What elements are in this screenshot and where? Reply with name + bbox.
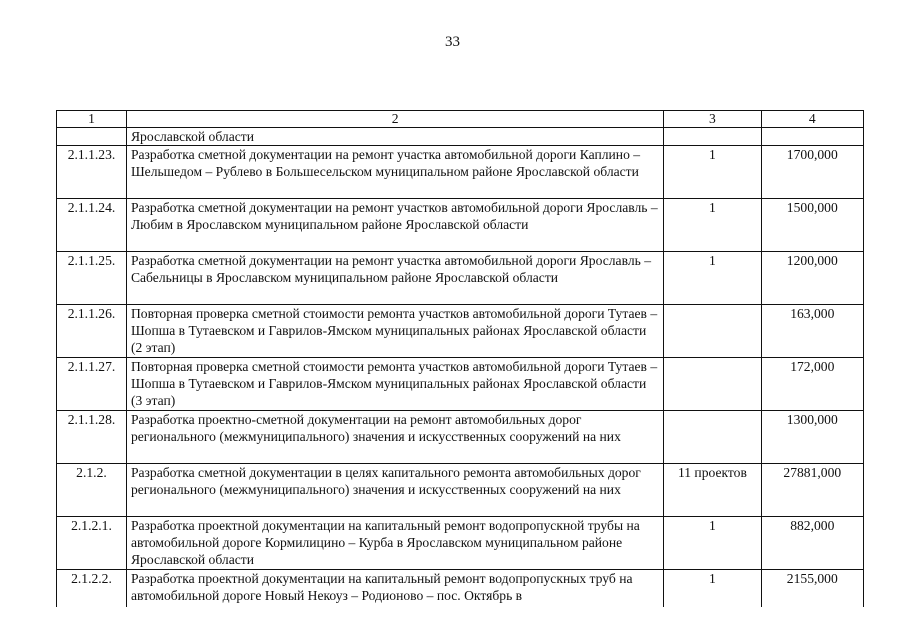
row-number: 2.1.1.27. [57,358,127,411]
row-quantity [664,411,761,464]
row-description: Разработка сметной документации на ремонт участка автомобильной дороги Ярославль – Сабельницы в Ярославском муниципальном районе Ярославской области [126,252,663,305]
row-quantity [664,305,761,358]
row-number: 2.1.2.1. [57,517,127,570]
row-description: Разработка проектно-сметной документации на ремонт автомобильных дорог регионального (межмуниципального) значения и искусственных сооружений на них [126,411,663,464]
row-number: 2.1.2. [57,464,127,517]
table-row [57,517,864,570]
table-row [57,570,864,611]
table-row [57,252,864,305]
row-amount: 1200,000 [761,252,863,305]
header-col-3: 3 [664,111,761,128]
table-header-row [57,111,864,128]
row-quantity [664,358,761,411]
row-amount: 882,000 [761,517,863,570]
row-description: Повторная проверка сметной стоимости ремонта участков автомобильной дороги Тутаев – Шопша в Тутаевском и Гаврилов-Ямском муниципальных районах Ярославской области (2 этап) [126,305,663,358]
page-number: 33 [445,34,460,50]
row-number: 2.1.1.24. [57,199,127,252]
row-number: 2.1.1.26. [57,305,127,358]
row-description: Ярославской области [126,128,663,146]
row-quantity: 1 [664,199,761,252]
row-number: 2.1.1.28. [57,411,127,464]
row-number: 2.1.1.23. [57,146,127,199]
table-row [57,128,864,146]
table-row [57,358,864,411]
table-row [57,305,864,358]
row-amount: 163,000 [761,305,863,358]
table-row [57,146,864,199]
header-col-1: 1 [57,111,127,128]
row-amount: 27881,000 [761,464,863,517]
budget-table [56,110,864,611]
row-description: Разработка проектной документации на капитальный ремонт водопропускной трубы на автомобильной дороге Кормилицино – Курба в Ярославском муниципальном районе Ярославской области [126,517,663,570]
row-quantity: 1 [664,252,761,305]
row-description: Разработка сметной документации на ремонт участков автомобильной дороги Ярославль – Любим в Ярославском муниципальном районе Ярославской области [126,199,663,252]
row-quantity: 1 [664,517,761,570]
header-col-4: 4 [761,111,863,128]
row-number: 2.1.2.2. [57,570,127,611]
row-quantity: 11 проектов [664,464,761,517]
row-amount: 1300,000 [761,411,863,464]
row-quantity [664,128,761,146]
row-amount: 2155,000 [761,570,863,611]
table-row [57,199,864,252]
row-description: Разработка сметной документации в целях капитального ремонта автомобильных дорог регионального (межмуниципального) значения и искусственных сооружений на них [126,464,663,517]
row-amount: 172,000 [761,358,863,411]
row-description: Повторная проверка сметной стоимости ремонта участков автомобильной дороги Тутаев – Шопша в Тутаевском и Гаврилов-Ямском муниципальных районах Ярославской области (3 этап) [126,358,663,411]
row-description: Разработка сметной документации на ремонт участка автомобильной дороги Каплино – Шельшедом – Рублево в Большесельском муниципальном районе Ярославской области [126,146,663,199]
page-cutoff [0,607,905,640]
row-amount: 1700,000 [761,146,863,199]
row-amount: 1500,000 [761,199,863,252]
row-number: 2.1.1.25. [57,252,127,305]
table-row [57,464,864,517]
header-col-2: 2 [126,111,663,128]
row-number [57,128,127,146]
table-row [57,411,864,464]
row-quantity: 1 [664,570,761,611]
row-quantity: 1 [664,146,761,199]
row-description: Разработка проектной документации на капитальный ремонт водопропускных труб на автомобильной дороге Новый Некоуз – Родионово – пос. Октябрь в [126,570,663,611]
row-amount [761,128,863,146]
